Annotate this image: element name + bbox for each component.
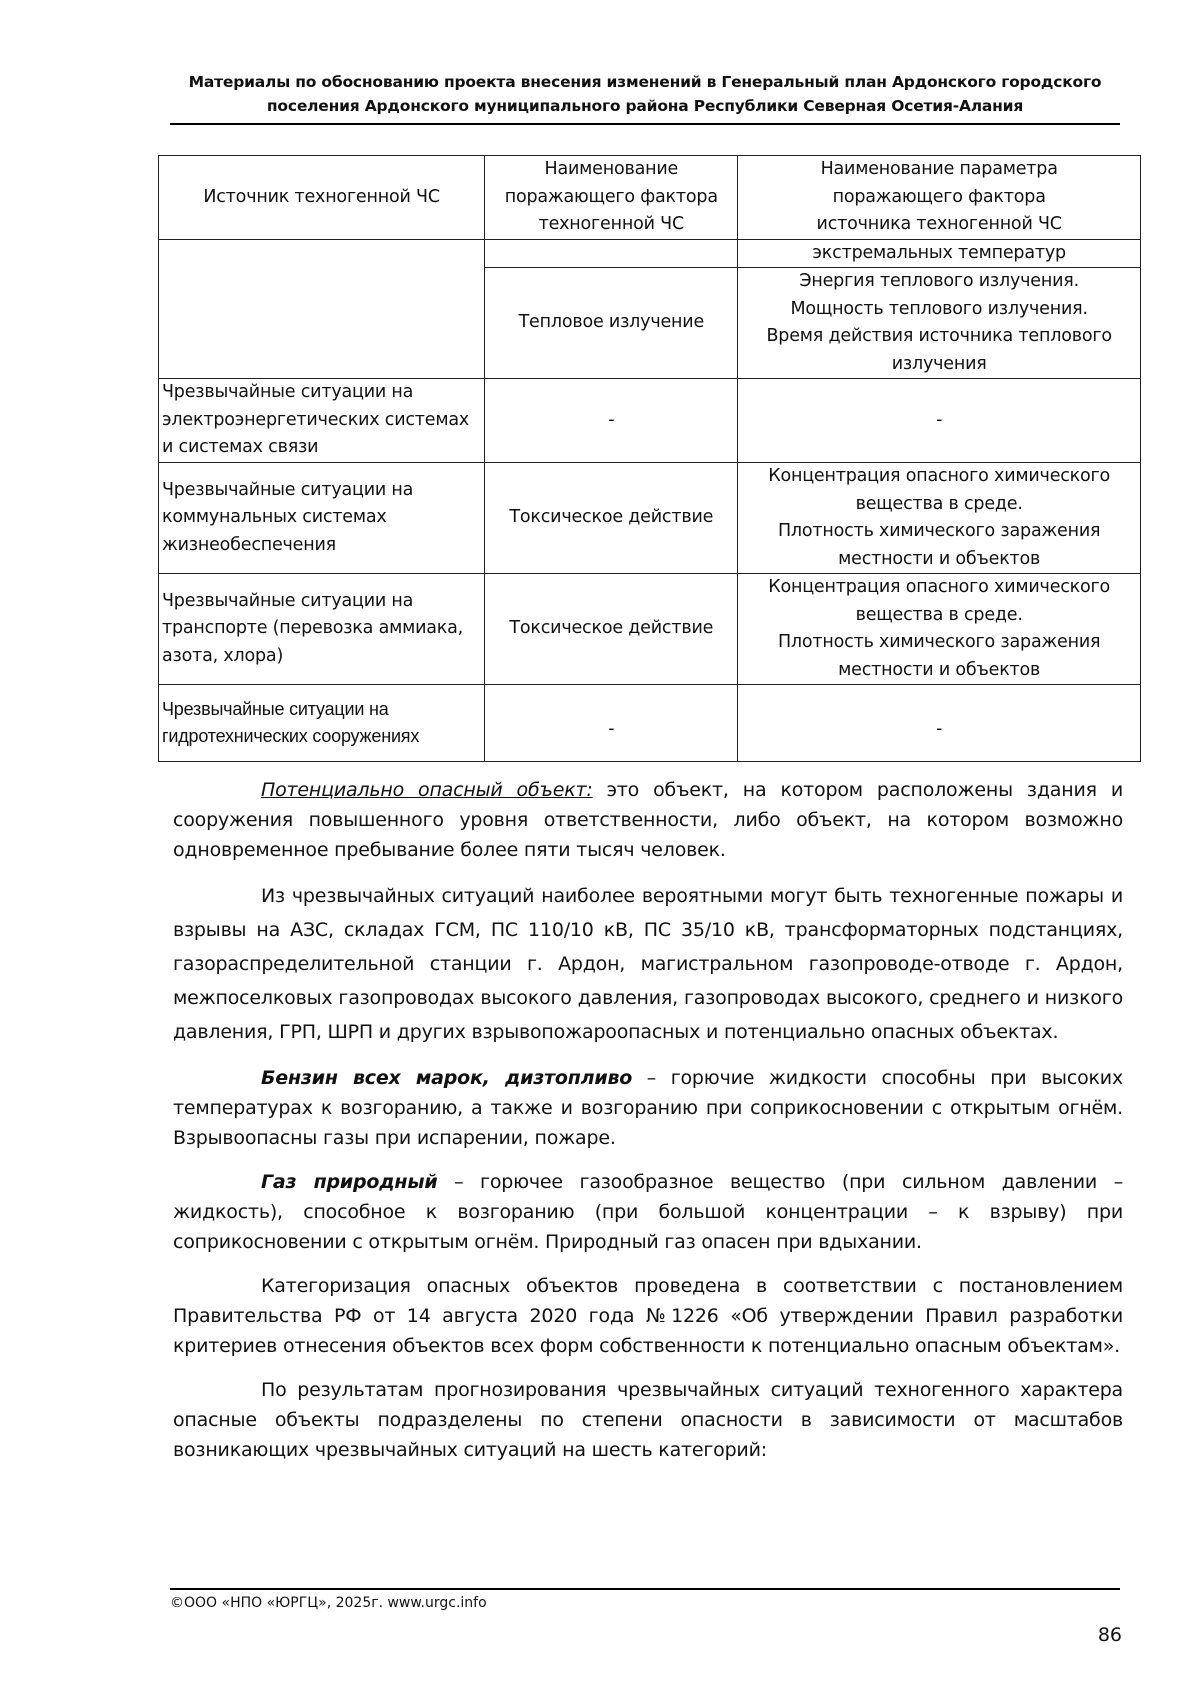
cell-source: Чрезвычайные ситуации на коммунальных системах жизнеобеспечения [159,463,485,574]
term-natural-gas: Газ природный [261,1171,438,1193]
document-header [170,70,1120,118]
paragraph-forecast-results: По результатам прогнозирования чрезвычайных ситуаций техногенного характера опасные объекты подразделены по степени опасности в зависимости от масштабов возникающих чрезвычайных ситуаций на шесть категорий: [173,1379,1123,1461]
term-gasoline: Бензин всех марок, дизтопливо [261,1067,633,1089]
cell-factor: Токсическое действие [485,463,738,574]
body-text [173,775,1123,1479]
cell-source-empty [159,239,485,379]
table-header-row [159,156,1141,240]
cell-source: Чрезвычайные ситуации на электроэнергетических системах и системах связи [159,379,485,463]
term-potentially-dangerous-object: Потенциально опасный объект: [261,779,593,801]
header-line-1: Материалы по обоснованию проекта внесения изменений в Генеральный план Ардонского городского [188,73,1102,91]
cell-params: Концентрация опасного химического вещества в среде. Плотность химического заражения местности и объектов [738,463,1141,574]
paragraph-gasoline: Бензин всех марок, дизтопливо – горючие жидкости способны при высоких температурах к возгоранию, а также и возгоранию при соприкосновении с открытым огнём. Взрывоопасны газы при испарении, пожаре. [173,1067,1123,1149]
table-row [159,574,1141,685]
cell-factor: - [485,379,738,463]
cell-params: Концентрация опасного химического вещества в среде. Плотность химического заражения местности и объектов [738,574,1141,685]
footer-divider [170,1588,1120,1590]
page-number: 86 [1097,1624,1122,1646]
paragraph-probable-emergencies: Из чрезвычайных ситуаций наиболее вероятными могут быть техногенные пожары и взрывы на АЗС, складах ГСМ, ПС 110/10 кВ, ПС 35/10 кВ, трансформаторных подстанциях, газораспределительной станции г. Ардон, магистральном газопроводе-отводе г. Ардон, межпоселковых газопроводах высокого давления, газопроводах высокого, среднего и низкого давления, ГРП, ШРП и других взрывопожароопасных и потенциально опасных объектах. [173,885,1123,1043]
table-row [159,239,1141,268]
cell-factor: Тепловое излучение [485,268,738,379]
header-factor: Наименование поражающего фактора техногенной ЧС [485,156,738,240]
cell-factor: - [485,685,738,762]
paragraph-categorization: Категоризация опасных объектов проведена в соответствии с постановлением Правительства РФ от 14 августа 2020 года №1226 «Об утверждении Правил разработки критериев отнесения объектов всех форм собственности к потенциально опасным объектам». [173,1275,1123,1357]
cell-factor: Токсическое действие [485,574,738,685]
table-row [159,685,1141,762]
hazard-table [158,155,1141,762]
cell-params: Энергия теплового излучения. Мощность теплового излучения. Время действия источника теплового излучения [738,268,1141,379]
cell-params: - [738,685,1141,762]
paragraph-natural-gas: Газ природный – горючее газообразное вещество (при сильном давлении – жидкость), способное к возгоранию (при большой концентрации – к взрыву) при соприкосновении с открытым огнём. Природный газ опасен при вдыхании. [173,1171,1123,1253]
cell-params: экстремальных температур [738,239,1141,268]
cell-source: Чрезвычайные ситуации на транспорте (перевозка аммиака, азота, хлора) [159,574,485,685]
header-line-2: поселения Ардонского муниципального района Республики Северная Осетия-Алания [266,97,1024,115]
header-parameter: Наименование параметра поражающего фактора источника техногенной ЧС [738,156,1141,240]
cell-params: - [738,379,1141,463]
footer-copyright: ©ООО «НПО «ЮРГЦ», 2025г. www.urgc.info [170,1595,487,1611]
table-row [159,379,1141,463]
header-divider [170,123,1120,125]
table-row [159,463,1141,574]
paragraph-potentially-dangerous-object: Потенциально опасный объект: это объект, на котором расположены здания и сооружения повышенного уровня ответственности, либо объект, на котором возможно одновременное пребывание более пяти тысяч человек. [173,779,1123,861]
cell-source: Чрезвычайные ситуации на гидротехнических сооружениях [159,685,485,762]
header-source: Источник техногенной ЧС [159,156,485,240]
cell-factor [485,239,738,268]
